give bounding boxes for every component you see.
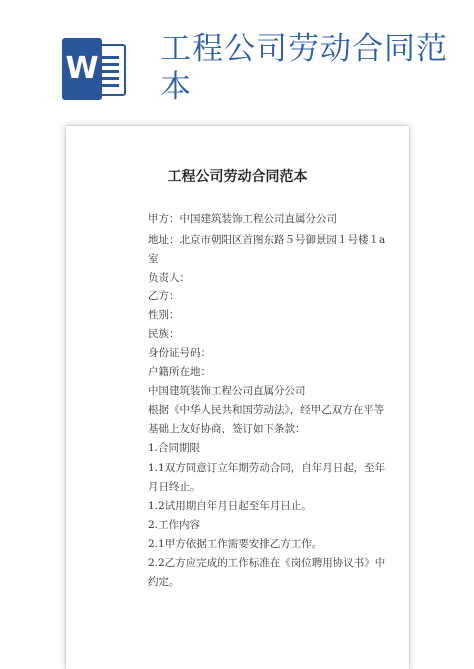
address-line-cont: 室	[148, 253, 159, 265]
section-2-heading: 2.工作内容	[148, 519, 201, 531]
word-doc-icon	[62, 38, 128, 100]
party-b-line: 乙方：	[148, 290, 180, 302]
document-title: 工程公司劳动合同范本	[167, 169, 308, 185]
clause-1-1: 1.1双方同意订立年期劳动合同，自年月日起，至年	[148, 462, 386, 474]
preamble-line-1: 根据《中华人民共和国劳动法》，经甲乙双方在平等	[148, 404, 385, 416]
word-letter-badge: W	[62, 38, 102, 100]
household-registration-line: 户籍所在地：	[148, 366, 211, 378]
preamble-line-2: 基础上友好协商，签订如下条款：	[148, 423, 306, 435]
clause-2-1: 2.1甲方依据工作需要安排乙方工作。	[148, 538, 323, 550]
clause-1-2: 1.2试用期自年月日起至年月日止。	[148, 500, 312, 512]
ethnicity-line: 民族：	[148, 328, 180, 340]
gender-line: 性别：	[148, 309, 180, 321]
clause-2-2: 2.2乙方应完成的工作标准在《岗位聘用协议书》中	[148, 557, 386, 569]
banner	[0, 0, 474, 120]
banner-title: 工程公司劳动合同范本	[160, 31, 448, 105]
section-1-heading: 1.合同期限	[148, 442, 201, 454]
party-a-line: 甲方：中国建筑装饰工程公司直属分公司	[148, 213, 337, 225]
responsible-person-line: 负责人：	[148, 272, 190, 284]
address-line: 地址：北京市朝阳区首图东路５号御景园１号楼１a	[148, 234, 386, 246]
document-page	[66, 126, 409, 669]
id-number-line: 身份证号码：	[148, 347, 211, 359]
clause-1-1-cont: 月日终止。	[148, 481, 201, 493]
clause-2-2-cont: 约定。	[148, 576, 180, 588]
company-name-line: 中国建筑装饰工程公司直属分公司	[148, 385, 306, 397]
